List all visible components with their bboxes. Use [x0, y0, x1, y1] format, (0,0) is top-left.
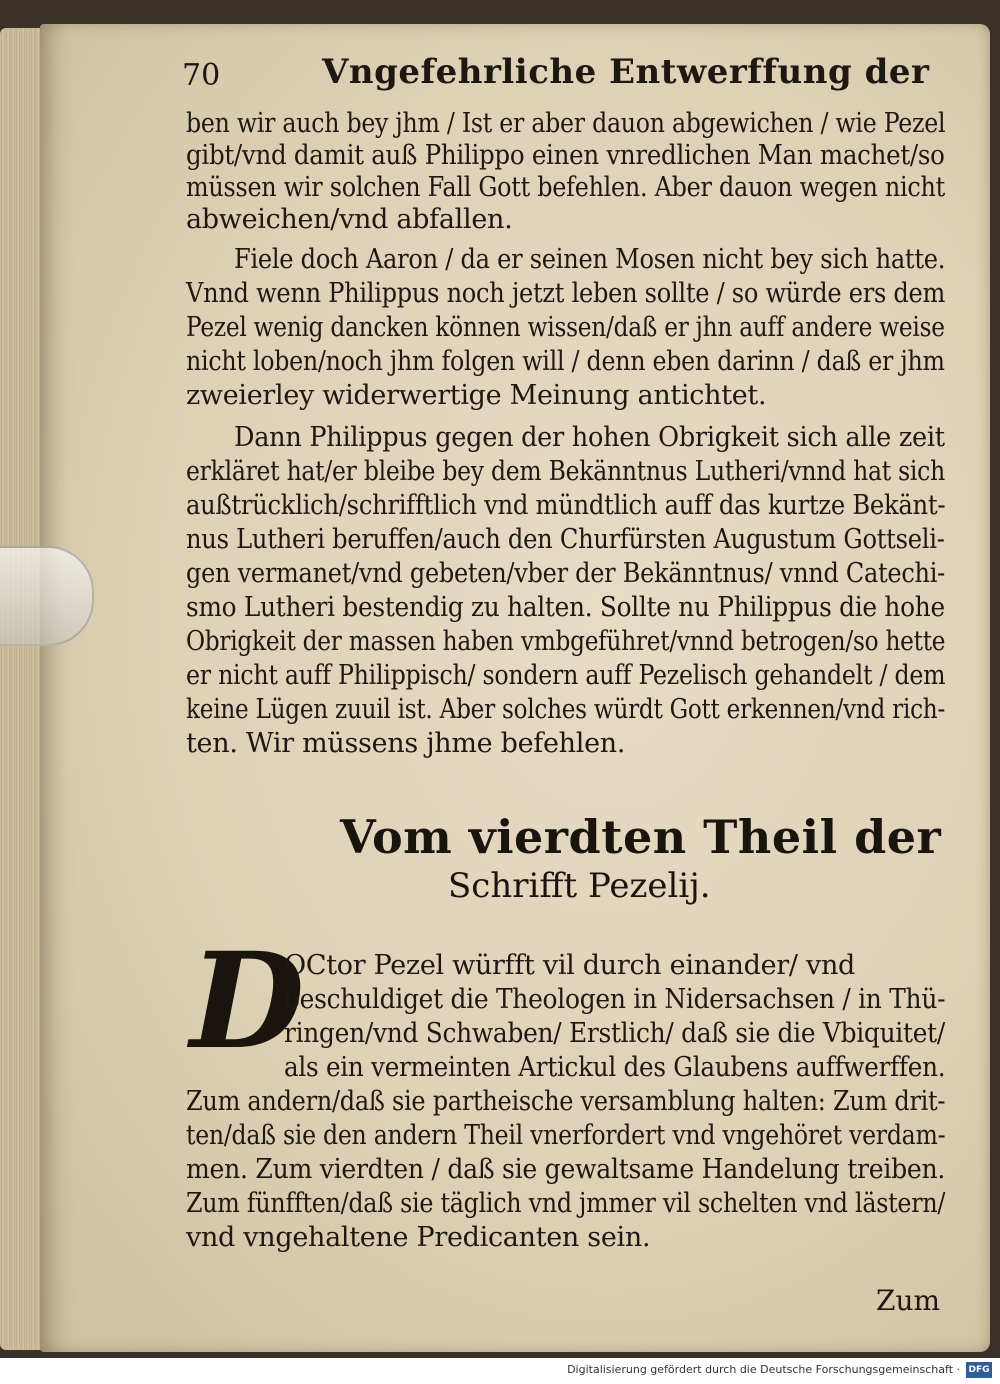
text-line: ben wir auch bey jhm / Ist er aber dauon abgewichen / wie Pezel: [186, 108, 946, 139]
text-line: müssen wir solchen Fall Gott befehlen. Aber dauon wegen nicht: [186, 172, 945, 203]
text-line: als ein vermeinten Artickul des Glaubens auffwerffen.: [284, 1052, 946, 1083]
text-line: zweierley widerwertige Meinung antichtet.: [186, 380, 767, 411]
text-line: keine Lügen zuuil ist. Aber solches würdt Gott erkennen/vnd rich-: [186, 694, 946, 725]
footer-credit: Digitalisierung gefördert durch die Deutsche Forschungsgemeinschaft ·: [567, 1363, 960, 1376]
text-line: Pezel wenig dancken können wissen/daß er jhn auff andere weise: [186, 312, 945, 343]
text-line: gen vermanet/vnd gebeten/vber der Bekänntnus/ vnnd Catechi-: [186, 558, 945, 589]
dfg-logo: DFG: [966, 1362, 992, 1378]
page-clip: [0, 546, 94, 646]
text-line: vnd vngehaltene Predicanten sein.: [186, 1222, 651, 1253]
text-line: nicht loben/noch jhm folgen will / denn eben darinn / daß er jhm: [186, 346, 945, 377]
text-line: Fiele doch Aaron / da er seinen Mosen nicht bey sich hatte.: [234, 244, 946, 275]
text-line: nus Lutheri beruffen/auch den Churfürsten Augustum Gottseli-: [186, 524, 945, 555]
running-title: Vngefehrliche Entwerffung der: [322, 52, 930, 92]
text-line: ten/daß sie den andern Theil vnerfordert vnd vngehöret verdam-: [186, 1120, 946, 1151]
text-line: Zum andern/daß sie partheische versamblung halten: Zum drit-: [186, 1086, 946, 1117]
text-line: OCtor Pezel würfft vil durch einander/ vnd: [284, 950, 856, 981]
section-heading: Vom vierdten Theil der: [340, 810, 942, 864]
page-edges: [0, 28, 44, 1350]
section-subheading: Schrifft Pezelij.: [448, 866, 711, 906]
text-line: erkläret hat/er bleibe bey dem Bekänntnus Lutheri/vnnd hat sich: [186, 456, 945, 487]
footer-bar: [0, 1358, 1000, 1384]
catchword: Zum: [876, 1284, 941, 1317]
page-number: 70: [182, 58, 221, 93]
text-line: beschuldiget die Theologen in Nidersachsen / in Thü-: [284, 984, 946, 1015]
text-line: abweichen/vnd abfallen.: [186, 204, 513, 235]
text-line: gibt/vnd damit auß Philippo einen vnredlichen Man machet/so: [186, 140, 945, 171]
text-line: Vnnd wenn Philippus noch jetzt leben sollte / so würde ers dem: [186, 278, 946, 309]
text-line: er nicht auff Philippisch/ sondern auff Pezelisch gehandelt / dem: [186, 660, 946, 691]
text-line: ten. Wir müssens jhme befehlen.: [186, 728, 626, 759]
text-line: außtrücklich/schrifftlich vnd mündtlich auff das kurtze Bekänt-: [186, 490, 946, 521]
text-line: Dann Philippus gegen der hohen Obrigkeit sich alle zeit: [234, 422, 945, 453]
decorated-initial: D: [190, 924, 305, 1079]
text-line: smo Lutheri bestendig zu halten. Sollte nu Philippus die hohe: [186, 592, 945, 623]
text-line: men. Zum vierdten / daß sie gewaltsame Handelung treiben.: [186, 1154, 946, 1185]
text-line: ringen/vnd Schwaben/ Erstlich/ daß sie die Vbiquitet/: [284, 1018, 945, 1049]
text-line: Obrigkeit der massen haben vmbgeführet/vnnd betrogen/so hette: [186, 626, 946, 657]
page-header: [182, 52, 942, 102]
text-line: Zum fünfften/daß sie täglich vnd jmmer vil schelten vnd lästern/: [186, 1188, 946, 1219]
